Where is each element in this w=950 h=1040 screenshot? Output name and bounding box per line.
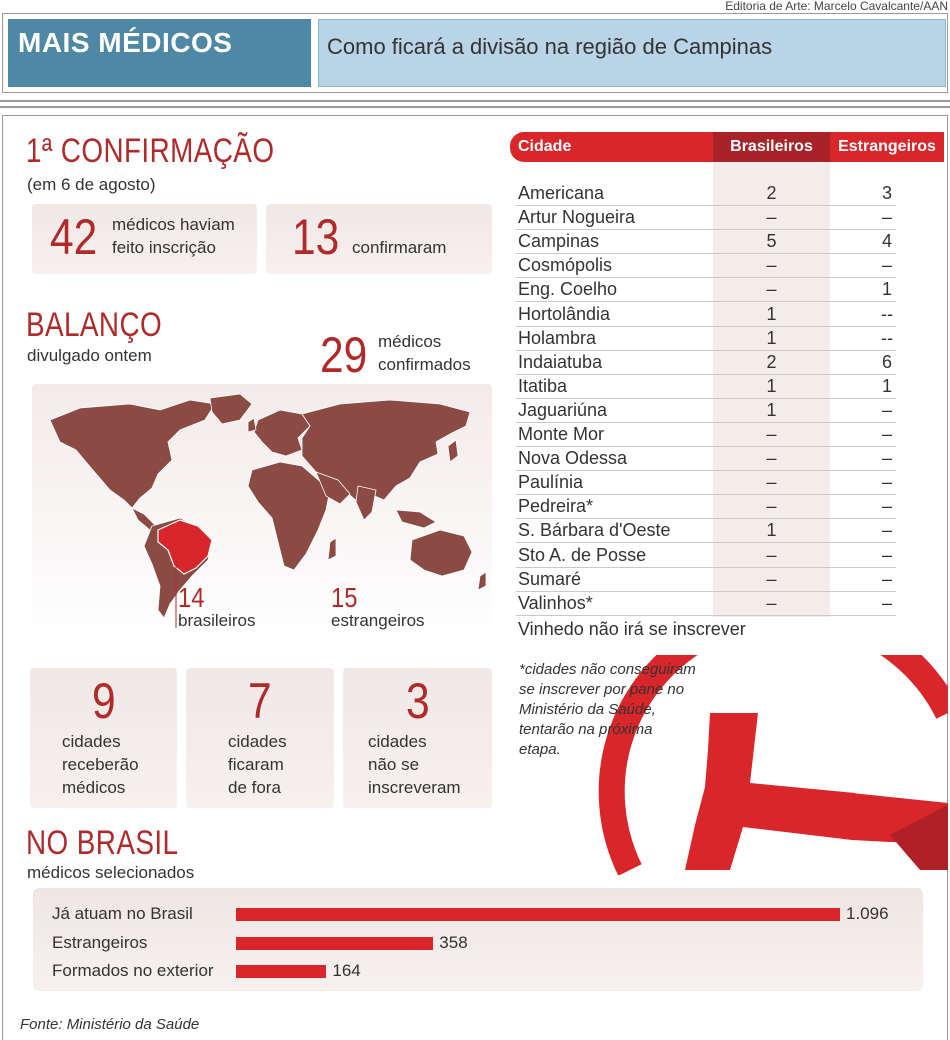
divider [0,106,950,108]
table-cell-estrangeiros: – [881,472,892,493]
headline: Como ficará a divisão na região de Campinas [318,19,946,87]
table-cell-estrangeiros: – [881,520,892,541]
cidades-card-line: não se [368,755,420,774]
table-cell-brasileiros: 2 [766,351,777,372]
bar-category-label: Estrangeiros [52,933,148,952]
table-cell-city: Sumaré [518,568,582,589]
table-row [516,303,896,327]
table-cell-city: Monte Mor [518,424,605,444]
confirmaram-text: confirmaram [352,238,447,257]
table-cell-estrangeiros: – [881,399,892,420]
cidades-card-text [228,730,287,799]
brasil-subtitle: médicos selecionados [27,863,195,882]
cidades-card-text [368,730,461,799]
table-cell-city: Jaguariúna [518,399,608,420]
table-header-estrangeiros: Estrangeiros [830,132,944,162]
table-cell-brasileiros: – [766,255,777,276]
table-cell-estrangeiros: – [881,448,892,469]
table-row [516,206,896,230]
table-cell-city: Nova Odessa [518,448,628,469]
note-line: etapa. [519,741,561,758]
table-cell-city: Cosmópolis [518,255,613,276]
cidades-card-line: cidades [62,732,121,751]
cidades-card-number: 3 [406,673,430,729]
cidades-card-number: 7 [248,673,272,729]
table-row [516,375,896,399]
table-header-brasileiros: Brasileiros [713,132,830,162]
bar [236,965,326,978]
table-row [516,399,896,423]
kicker-label: MAIS MÉDICOS [8,19,311,87]
table-cell-estrangeiros: – [881,424,892,444]
note-line: se inscrever por pane no [519,681,685,698]
table-row [516,447,896,471]
table-note [519,660,696,760]
credit-line: Editoria de Arte: Marcelo Cavalcante/AAN [725,0,948,13]
table-row [516,278,896,302]
table-row [516,327,896,351]
bar [236,908,840,921]
balanco-title: BALANÇO [26,306,163,344]
cidades-card-line: cidades [228,732,287,751]
table-cell-estrangeiros: – [881,207,892,228]
table-row [516,519,896,543]
table-cell-estrangeiros: 3 [881,183,892,203]
balanco-total-line: confirmados [378,355,471,374]
table-cell-estrangeiros: – [881,568,892,589]
table-cell-city: Indaiatuba [518,351,603,372]
note-line: *cidades não conseguiram [519,661,696,678]
table-cell-brasileiros: – [766,544,777,565]
confirmaram-number: 13 [292,209,340,265]
table-cell-city: Americana [518,183,605,203]
bar-value-label: 358 [439,933,468,952]
cidades-card-line: receberão [62,755,139,774]
table-cell-city: Artur Nogueira [518,207,636,228]
bar [236,937,433,950]
inscritos-number: 42 [50,209,98,265]
bar-value-label: 1.096 [846,904,889,923]
table-cell-estrangeiros: 6 [881,351,892,372]
table-row [516,592,896,616]
table-cell-city: Pedreira* [518,496,594,517]
table-cell-city: S. Bárbara d'Oeste [518,520,671,541]
bar-value-label: 164 [332,961,361,980]
table-cell-city: Valinhos* [518,592,593,613]
table-cell-estrangeiros: 4 [881,231,892,252]
table-header-cidade: Cidade [510,132,713,162]
table-cell-brasileiros: 1 [766,520,777,541]
cidades-card-line: ficaram [228,755,284,774]
balanco-total-number: 29 [320,327,368,383]
table-row [516,544,896,568]
table-footer: Vinhedo não irá se inscrever [518,619,746,639]
table-cell-brasileiros: – [766,207,777,228]
table-cell-estrangeiros: -- [881,303,893,324]
table-cell-brasileiros: – [766,568,777,589]
table-cell-estrangeiros: 1 [881,375,892,396]
table-cell-estrangeiros: – [881,544,892,565]
brasil-title: NO BRASIL [26,824,179,862]
table-cell-city: Eng. Coelho [518,279,618,300]
table-cell-brasileiros: – [766,448,777,469]
cidades-card-line: cidades [368,732,427,751]
balanco-subtitle: divulgado ontem [27,346,152,365]
table-cell-estrangeiros: – [881,496,892,517]
table-cell-brasileiros: 5 [766,231,777,252]
inscritos-text-line: feito inscrição [112,238,216,257]
table-row [516,495,896,519]
table-cell-city: Sto A. de Posse [518,544,647,565]
divider [0,100,950,102]
table-cell-brasileiros: – [766,424,777,444]
table-row [516,471,896,495]
note-line: tentarão na próxima [519,721,653,738]
table-cell-brasileiros: 1 [766,327,777,348]
estrangeiros-label: estrangeiros [331,611,425,630]
table-cell-city: Itatiba [518,375,568,396]
confirmacao-title: 1ª CONFIRMAÇÃO [26,132,275,170]
balanco-total-text [378,330,471,376]
table-cell-estrangeiros: – [881,255,892,276]
table-row [516,423,896,447]
table-cell-city: Paulínia [518,472,584,493]
table-row [516,568,896,592]
cidades-card-line: inscreveram [368,778,461,797]
cidades-card-number: 9 [92,673,116,729]
brasileiros-label: brasileiros [178,611,256,630]
bar-category-label: Já atuam no Brasil [52,904,193,923]
inscritos-text-line: médicos haviam [112,215,235,234]
table-cell-brasileiros: – [766,496,777,517]
world-map-icon [40,390,490,630]
note-line: Ministério da Saúde, [519,701,656,718]
table-cell-brasileiros: 1 [766,303,777,324]
table-cell-brasileiros: – [766,472,777,493]
estrangeiros-number: 15 [331,582,358,613]
table-row [516,351,896,375]
cidades-card-text [62,730,139,799]
table-cell-brasileiros: – [766,592,777,613]
bar-category-label: Formados no exterior [52,961,214,980]
table-cell-city: Holambra [518,327,597,348]
inscritos-text [112,213,235,259]
table-cell-brasileiros: 2 [766,183,777,203]
table-cell-brasileiros: – [766,279,777,300]
table-cell-city: Campinas [518,231,600,252]
table-cell-brasileiros: 1 [766,399,777,420]
table-cell-brasileiros: 1 [766,375,777,396]
brasileiros-number: 14 [178,582,205,613]
cidades-card-line: médicos [62,778,126,797]
table-cell-city: Hortolândia [518,303,611,324]
cidades-card-line: de fora [228,778,281,797]
source-note: Fonte: Ministério da Saúde [20,1016,200,1033]
confirmacao-subtitle: (em 6 de agosto) [27,175,156,194]
table-row [516,230,896,254]
table-row [516,254,896,278]
table-cell-estrangeiros: -- [881,327,893,348]
table-cell-estrangeiros: – [881,592,892,613]
table-row [516,182,896,206]
balanco-total-line: médicos [378,332,442,351]
table-cell-estrangeiros: 1 [881,279,892,300]
